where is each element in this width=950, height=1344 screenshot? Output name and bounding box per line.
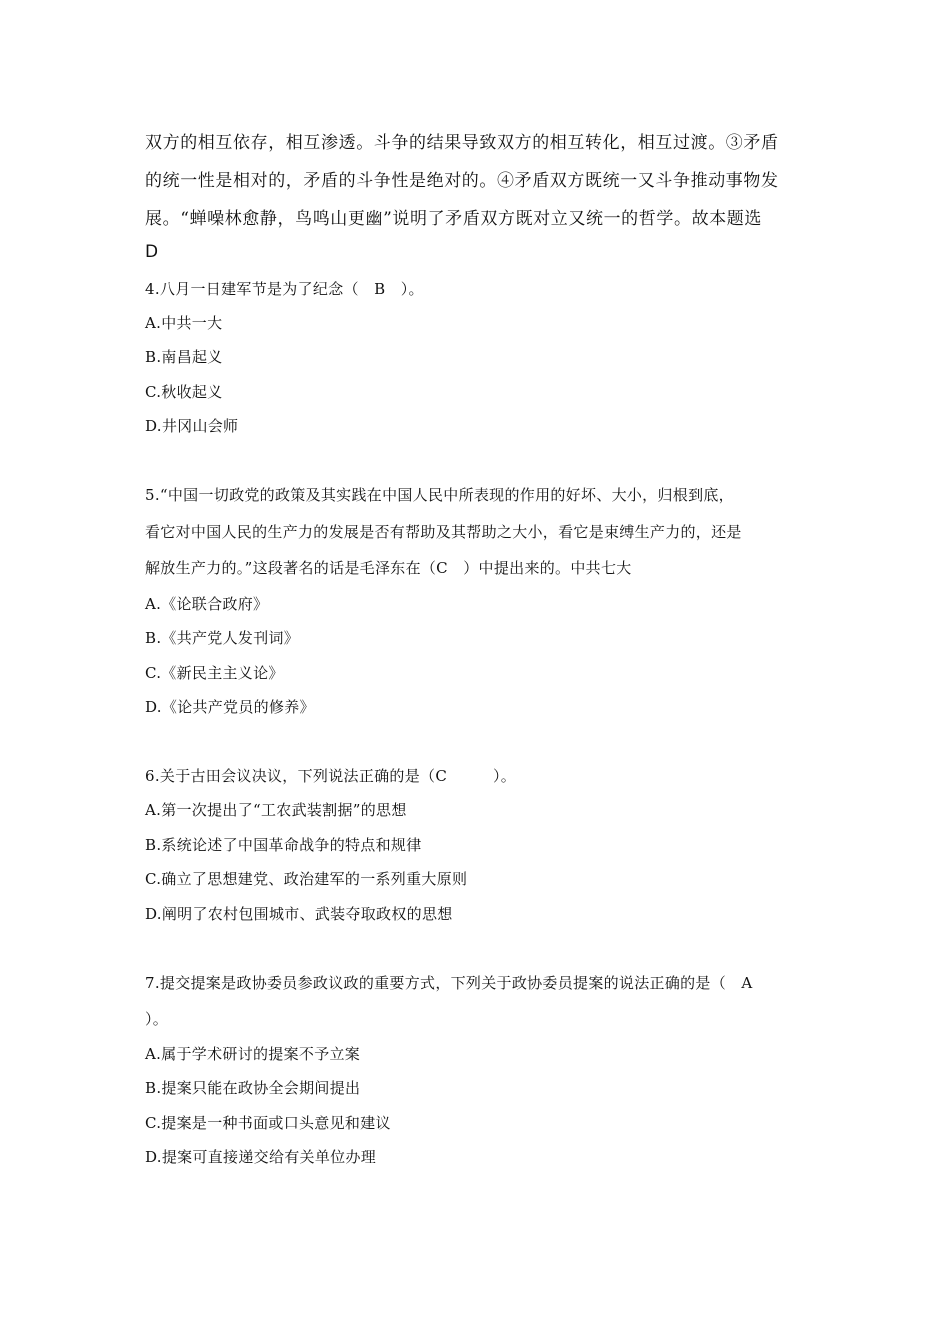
- question-6-option-d: D.阐明了农村包围城市、武装夺取政权的思想: [145, 905, 453, 923]
- question-5-stem-line: 5.“中国一切政党的政策及其实践在中国人民中所表现的作用的好坏、大小，归根到底，: [145, 486, 734, 504]
- question-5-option-d: D.《论共产党员的修养》: [145, 698, 315, 716]
- question-5-option-b: B.《共产党人发刊词》: [145, 629, 300, 647]
- question-7-stem-line: ）。: [145, 1010, 169, 1028]
- question-5-option-a: A.《论联合政府》: [145, 595, 269, 613]
- question-4-option-b: B.南昌起义: [145, 348, 223, 366]
- question-7-option-b: B.提案只能在政协全会期间提出: [145, 1079, 361, 1097]
- question-7-option-c: C.提案是一种书面或口头意见和建议: [145, 1114, 391, 1132]
- question-6-option-c: C.确立了思想建党、政治建军的一系列重大原则: [145, 870, 468, 888]
- intro-line: 展。“蝉噪林愈静，鸟鸣山更幽”说明了矛盾双方既对立又统一的哲学。故本题选: [145, 209, 762, 229]
- question-7-option-d: D.提案可直接递交给有关单位办理: [145, 1148, 377, 1166]
- question-4-option-c: C.秋收起义: [145, 383, 223, 401]
- question-7-option-a: A.属于学术研讨的提案不予立案: [145, 1045, 361, 1063]
- question-4-option-a: A.中共一大: [145, 314, 223, 332]
- question-6-option-a: A.第一次提出了“工农武装割据”的思想: [145, 801, 407, 819]
- question-5-option-c: C.《新民主主义论》: [145, 664, 284, 682]
- question-7-stem-line: 7.提交提案是政协委员参政议政的重要方式，下列关于政协委员提案的说法正确的是（ A: [145, 974, 753, 992]
- question-6-stem: 6.关于古田会议决议，下列说法正确的是（C ）。: [145, 767, 517, 785]
- question-6-option-b: B.系统论述了中国革命战争的特点和规律: [145, 836, 422, 854]
- question-4-stem: 4.八月一日建军节是为了纪念（ B ）。: [145, 280, 424, 298]
- question-5-stem-line: 解放生产力的。”这段著名的话是毛泽东在（C ）中提出来的。中共七大: [145, 559, 632, 577]
- intro-answer: D: [145, 242, 159, 262]
- question-4-option-d: D.井冈山会师: [145, 417, 239, 435]
- intro-line: 的统一性是相对的，矛盾的斗争性是绝对的。④矛盾双方既统一又斗争推动事物发: [145, 171, 779, 191]
- question-5-stem-line: 看它对中国人民的生产力的发展是否有帮助及其帮助之大小，看它是束缚生产力的，还是: [145, 523, 742, 541]
- intro-line: 双方的相互依存，相互渗透。斗争的结果导致双方的相互转化，相互过渡。③矛盾: [145, 133, 779, 153]
